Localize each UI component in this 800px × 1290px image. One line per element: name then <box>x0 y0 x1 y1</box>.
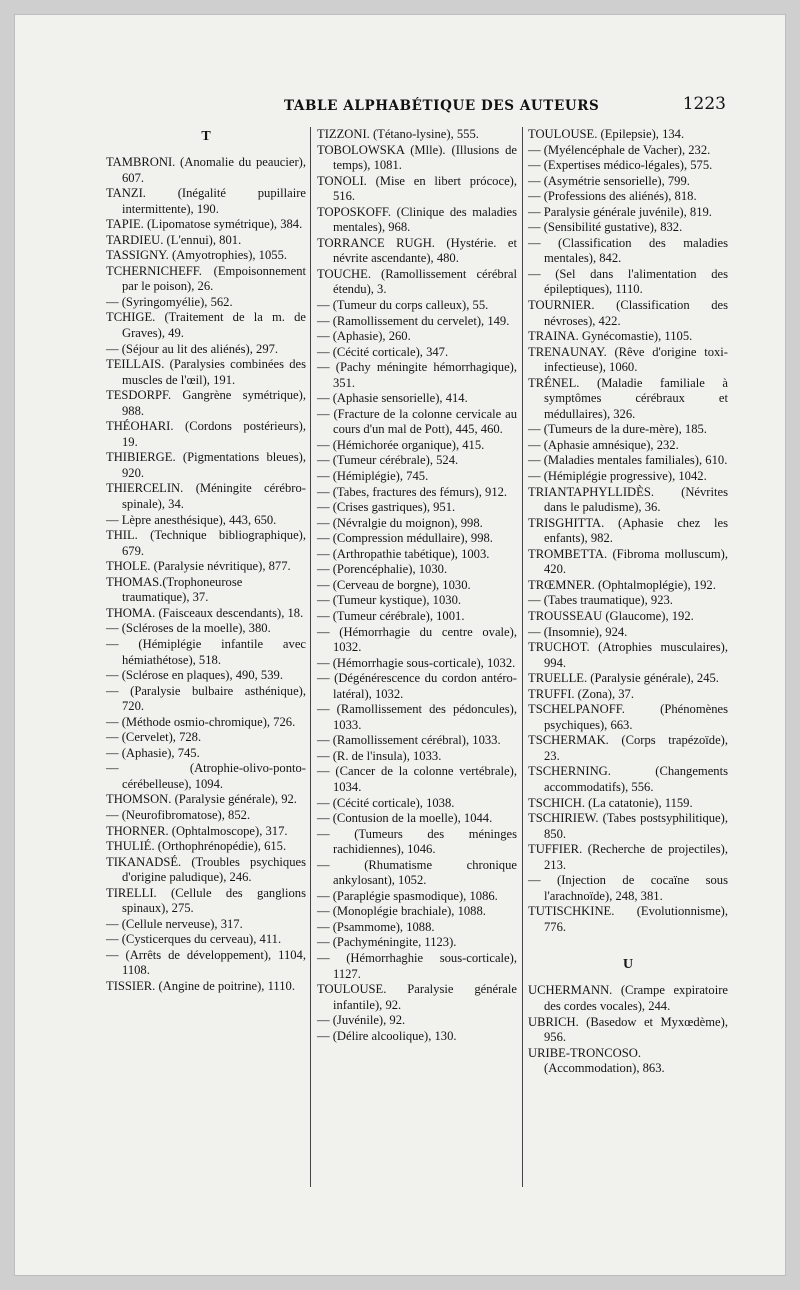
index-entry: — (Tumeurs de la dure-mère), 185. <box>528 422 707 437</box>
index-entry: TISSIER. (Angine de poitrine), 1110. <box>106 978 295 993</box>
index-entry: TRUCHOT. (Atrophies musculaires), 994. <box>528 640 728 670</box>
index-entry: TONOLI. (Mise en libert prócoce), 516. <box>317 173 517 204</box>
index-entry: — (Délire alcoolique), 130. <box>317 1028 457 1043</box>
index-entry: TRENAUNAY. (Rêve d'origine toxi-infectieuse), 1060. <box>528 344 728 375</box>
index-entry: TOPOSKOFF. (Clinique des maladies mentales), 968. <box>317 204 517 235</box>
section-spacer <box>528 935 728 955</box>
index-entry: — (Compression médullaire), 998. <box>317 531 493 546</box>
index-entry: — (Paraplégie spasmodique), 1086. <box>317 888 498 903</box>
index-entry: TRÉNEL. (Maladie familiale à symptômes cérébraux et médullaires), 326. <box>528 375 728 421</box>
index-entry: — (Cysticerques du cerveau), 411. <box>106 932 282 947</box>
index-entry: — (Séjour au lit des aliénés), 297. <box>106 341 279 356</box>
index-entry: — (Crises gastriques), 951. <box>317 500 456 515</box>
index-entry: — (Aphasie amnésique), 232. <box>528 437 679 452</box>
index-entry: THORNER. (Ophtalmoscope), 317. <box>106 823 288 838</box>
index-entry: TIKANADSÉ. (Troubles psychiques d'origine paludique), 246. <box>106 854 306 885</box>
index-entry: TOBOLOWSKA (Mlle). (Illusions de temps), 1081. <box>317 142 517 173</box>
index-entry: — (Tumeur cérébrale), 524. <box>317 453 459 468</box>
index-entry: — (Aphasie), 260. <box>317 329 411 344</box>
index-column-2 <box>317 127 517 1044</box>
index-entry: TOUCHE. (Ramollissement cérébral étendu), 3. <box>317 266 517 297</box>
section-letter: T <box>201 129 211 144</box>
index-entry: — (Arthropathie tabétique), 1003. <box>317 546 490 561</box>
book-page <box>14 14 786 1276</box>
index-entry: — (Cécité corticale), 347. <box>317 344 449 359</box>
index-entry: TAPIE. (Lipomatose symétrique), 384. <box>106 217 303 232</box>
index-entry: THOMSON. (Paralysie générale), 92. <box>106 792 297 807</box>
index-entry: THIL. (Technique bibliographique), 679. <box>106 528 306 558</box>
index-entry: — (Pachy méningite hémorrhagique), 351. <box>317 360 517 390</box>
index-entry: — (Aphasie), 745. <box>106 745 200 760</box>
index-column-1 <box>106 127 306 995</box>
index-entry: TAMBRONI. (Anomalie du peaucier), 607. <box>106 155 306 185</box>
index-entry: — (Atrophie-olivo-ponto-cérébelleuse), 1094. <box>106 761 306 791</box>
index-entry: — (Aphasie sensorielle), 414. <box>317 391 468 406</box>
section-letter: U <box>622 957 634 973</box>
index-entry: UBRICH. (Basedow et Myxœdème), 956. <box>528 1014 728 1045</box>
index-entry: TANZI. (Inégalité pupillaire intermittente), 190. <box>106 186 306 216</box>
index-entry: — (Juvénile), 92. <box>317 1013 406 1028</box>
index-entry: — (Arrêts de développement), 1104, 1108. <box>106 947 306 978</box>
index-entry: — (Fracture de la colonne cervicale au cours d'un mal de Pott), 445, 460. <box>317 406 517 437</box>
index-entry: — (Myélencéphale de Vacher), 232. <box>528 142 711 157</box>
index-entry: — (Classification des maladies mentales), 842. <box>528 235 728 266</box>
index-entry: TEILLAIS. (Paralysies combinées des muscles de l'œil), 191. <box>106 357 306 387</box>
index-entry: — (Tumeur cérébrale), 1001. <box>317 608 465 623</box>
index-entry: TRUELLE. (Paralysie générale), 245. <box>528 671 719 686</box>
index-entry: — (Sel dans l'alimentation des épileptiques), 1110. <box>528 266 728 297</box>
index-entry: TRŒMNER. (Ophtalmoplégie), 192. <box>528 577 716 592</box>
index-entry: — (Tabes traumatique), 923. <box>528 593 673 608</box>
index-entry: TCHIGE. (Traitement de la m. de Graves), 49. <box>106 310 306 341</box>
index-entry: THOMAS.(Trophoneurose traumatique), 37. <box>106 574 243 605</box>
index-entry: TSCHICH. (La catatonie), 1159. <box>528 795 693 810</box>
index-entry: — (Tumeur kystique), 1030. <box>317 593 462 608</box>
index-entry: — (Méthode osmio-chromique), 726. <box>106 714 296 729</box>
index-entry: — (Scléroses de la moelle), 380. <box>106 621 271 636</box>
index-entry: TUTISCHKINE. (Evolutionnisme), 776. <box>528 904 728 934</box>
index-entry: — (Porencéphalie), 1030. <box>317 562 448 577</box>
index-entry: TIZZONI. (Tétano-lysine), 555. <box>317 127 479 141</box>
index-entry: — (Rhumatisme chronique ankylosant), 1052. <box>317 857 517 888</box>
index-entry: — (Cervelet), 728. <box>106 730 202 745</box>
index-entry: — (Maladies mentales familiales), 610. <box>528 453 728 468</box>
index-entry: THÉOHARI. (Cordons postérieurs), 19. <box>106 419 306 449</box>
index-entry: — (Hémiplégie progressive), 1042. <box>528 469 707 484</box>
column-divider <box>522 127 523 1187</box>
index-entry: TOULOUSE. Paralysie générale infantile), 92. <box>317 982 517 1012</box>
index-entry: TRUFFI. (Zona), 37. <box>528 686 634 701</box>
index-entry: — (Ramollissement du cervelet), 149. <box>317 313 510 328</box>
index-entry: — (Expertises médico-légales), 575. <box>528 158 713 173</box>
index-entry: TCHERNICHEFF. (Empoisonnement par le poison), 26. <box>106 263 306 294</box>
index-entry: — Lèpre anesthésique), 443, 650. <box>106 512 277 527</box>
index-entry: TARDIEU. (L'ennui), 801. <box>106 232 242 247</box>
index-entry: URIBE-TRONCOSO. (Accommodation), 863. <box>528 1045 665 1076</box>
index-entry: THOLE. (Paralysie névritique), 877. <box>106 559 291 574</box>
index-entry: TASSIGNY. (Amyotrophies), 1055. <box>106 248 288 263</box>
index-column-3 <box>528 127 728 1077</box>
index-entry: — (Névralgie du moignon), 998. <box>317 515 483 530</box>
index-entry: — (Sclérose en plaques), 490, 539. <box>106 668 283 683</box>
index-entry: TROMBETTA. (Fibroma molluscum), 420. <box>528 546 728 577</box>
index-entry: TESDORPF. Gangrène symétrique), 988. <box>106 388 306 418</box>
index-entry: — (Cécité corticale), 1038. <box>317 795 455 810</box>
running-title: TABLE ALPHABÉTIQUE DES AUTEURS <box>284 98 600 114</box>
index-entry: TRIANTAPHYLLIDÈS. (Névrites dans le paludisme), 36. <box>528 484 728 515</box>
index-entry: TORRANCE RUGH. (Hystérie. et névrite ascendante), 480. <box>317 235 517 266</box>
index-entry: THIERCELIN. (Méningite cérébro-spinale), 34. <box>106 481 306 512</box>
index-entry: TUFFIER. (Recherche de projectiles), 213. <box>528 842 728 872</box>
index-entry: — (Psammome), 1088. <box>317 919 435 934</box>
index-entry: — (Ramollissement des pédoncules), 1033. <box>317 702 517 732</box>
index-entry: — (Pachyméningite, 1123). <box>317 935 457 950</box>
page-number: 1223 <box>682 94 726 114</box>
index-entry: — (Cancer de la colonne vertébrale), 1034. <box>317 764 517 794</box>
index-entry: — (Sensibilité gustative), 832. <box>528 220 683 235</box>
index-entry: — (Hémichorée organique), 415. <box>317 437 485 452</box>
index-entry: — (Hémorrhagie du centre ovale), 1032. <box>317 624 517 655</box>
index-entry: — (Hémiplégie), 745. <box>317 469 429 484</box>
index-entry: — (Professions des aliénés), 818. <box>528 189 697 204</box>
page-header <box>14 94 786 118</box>
index-entry: — (Ramollissement cérébral), 1033. <box>317 733 501 748</box>
index-entry: — (Hémorrhagie sous-corticale), 1032. <box>317 655 516 670</box>
index-entry: — (Neurofibromatose), 852. <box>106 807 251 822</box>
index-entry: TOULOUSE. (Epilepsie), 134. <box>528 127 685 141</box>
index-entry: — (Insomnie), 924. <box>528 624 628 639</box>
index-entry: THIBIERGE. (Pigmentations bleues), 920. <box>106 450 306 480</box>
index-entry: — (Monoplégie brachiale), 1088. <box>317 904 486 919</box>
index-entry: TSCHIRIEW. (Tabes postsyphilitique), 850. <box>528 811 728 841</box>
index-entry: — Paralysie générale juvénile), 819. <box>528 204 712 219</box>
index-entry: — (Injection de cocaïne sous l'arachnoïde), 248, 381. <box>528 873 728 903</box>
column-divider <box>310 127 311 1187</box>
index-entry: — (Dégénérescence du cordon antéro-latéral), 1032. <box>317 671 517 701</box>
index-entry: — (Cellule nerveuse), 317. <box>106 916 243 931</box>
index-entry: — (Tumeur du corps calleux), 55. <box>317 298 489 313</box>
index-entry: — (Contusion de la moelle), 1044. <box>317 811 493 826</box>
index-entry: TRISGHITTA. (Aphasie chez les enfants), 982. <box>528 515 728 546</box>
index-entry: TSCHERMAK. (Corps trapézoïde), 23. <box>528 733 728 763</box>
index-entry: TROUSSEAU (Glaucome), 192. <box>528 608 694 623</box>
index-entry: — (Paralysie bulbaire asthénique), 720. <box>106 683 306 714</box>
index-entry: — (Hémiplégie infantile avec hémiathétose), 518. <box>106 636 306 667</box>
index-entry: — (R. de l'insula), 1033. <box>317 748 442 763</box>
index-entry: TRAINA. Gynécomastie), 1105. <box>528 329 693 344</box>
index-entry: TOURNIER. (Classification des névroses), 422. <box>528 298 728 328</box>
index-entry: TSCHERNING. (Changements accommodatifs), 556. <box>528 764 728 794</box>
index-entry: — (Hémorrhaghie sous-corticale), 1127. <box>317 950 517 981</box>
index-entry: — (Cerveau de borgne), 1030. <box>317 577 471 592</box>
index-entry: — (Tumeurs des méninges rachidiennes), 1046. <box>317 826 517 857</box>
index-entry: UCHERMANN. (Crampe expiratoire des cordes vocales), 244. <box>528 983 728 1013</box>
index-entry: — (Syringomyélie), 562. <box>106 294 233 309</box>
index-entry: THOMA. (Faisceaux descendants), 18. <box>106 605 304 620</box>
index-entry: TIRELLI. (Cellule des ganglions spinaux), 275. <box>106 885 306 916</box>
index-entry: TSCHELPANOFF. (Phénomènes psychiques), 663. <box>528 702 728 732</box>
index-entry: — (Tabes, fractures des fémurs), 912. <box>317 484 508 499</box>
index-entry: — (Asymétrie sensorielle), 799. <box>528 173 690 188</box>
index-entry: THULIÉ. (Orthophrénopédie), 615. <box>106 839 287 854</box>
